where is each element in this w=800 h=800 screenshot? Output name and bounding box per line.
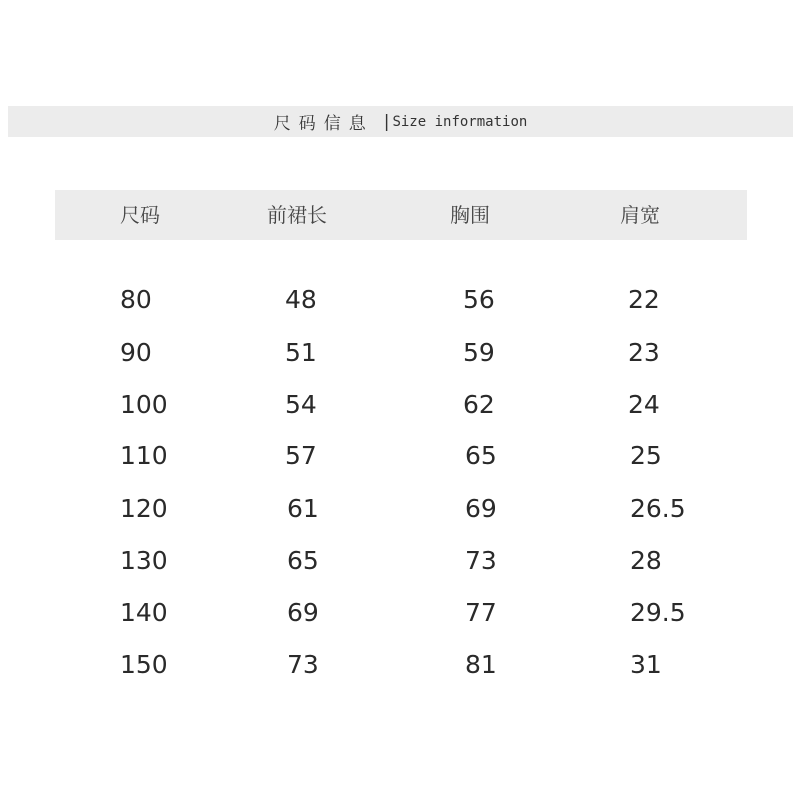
header-front-skirt-length: 前裙长 <box>267 203 327 227</box>
cell-front-skirt-length: 51 <box>285 338 317 367</box>
cell-chest: 62 <box>463 390 495 419</box>
size-info-title-bar <box>8 106 793 137</box>
cell-shoulder: 31 <box>630 650 662 679</box>
table-row <box>0 436 800 476</box>
cell-size: 140 <box>120 598 168 627</box>
cell-size: 120 <box>120 494 168 523</box>
cell-front-skirt-length: 57 <box>285 441 317 470</box>
cell-front-skirt-length: 48 <box>285 285 317 314</box>
cell-size: 150 <box>120 650 168 679</box>
cell-chest: 65 <box>465 441 497 470</box>
cell-front-skirt-length: 65 <box>287 546 319 575</box>
cell-size: 80 <box>120 285 152 314</box>
title-separator: | <box>383 111 390 132</box>
cell-shoulder: 26.5 <box>630 494 686 523</box>
header-size: 尺码 <box>120 203 160 227</box>
cell-chest: 81 <box>465 650 497 679</box>
table-row <box>0 333 800 373</box>
cell-shoulder: 29.5 <box>630 598 686 627</box>
table-row <box>0 385 800 425</box>
cell-shoulder: 24 <box>628 390 660 419</box>
cell-shoulder: 28 <box>630 546 662 575</box>
table-row <box>0 489 800 529</box>
cell-size: 90 <box>120 338 152 367</box>
cell-size: 110 <box>120 441 168 470</box>
table-header <box>55 190 747 240</box>
title-english: Size information <box>392 113 528 130</box>
table-row <box>0 280 800 320</box>
cell-shoulder: 22 <box>628 285 660 314</box>
cell-front-skirt-length: 69 <box>287 598 319 627</box>
cell-chest: 73 <box>465 546 497 575</box>
header-chest: 胸围 <box>450 203 490 227</box>
cell-shoulder: 25 <box>630 441 662 470</box>
title-chinese: 尺码信息 <box>273 114 374 134</box>
table-row <box>0 645 800 685</box>
table-row <box>0 541 800 581</box>
table-row <box>0 593 800 633</box>
cell-size: 100 <box>120 390 168 419</box>
cell-chest: 59 <box>463 338 495 367</box>
cell-chest: 77 <box>465 598 497 627</box>
cell-shoulder: 23 <box>628 338 660 367</box>
header-shoulder: 肩宽 <box>620 203 660 227</box>
cell-front-skirt-length: 73 <box>287 650 319 679</box>
cell-front-skirt-length: 61 <box>287 494 319 523</box>
cell-chest: 69 <box>465 494 497 523</box>
cell-size: 130 <box>120 546 168 575</box>
cell-chest: 56 <box>463 285 495 314</box>
cell-front-skirt-length: 54 <box>285 390 317 419</box>
